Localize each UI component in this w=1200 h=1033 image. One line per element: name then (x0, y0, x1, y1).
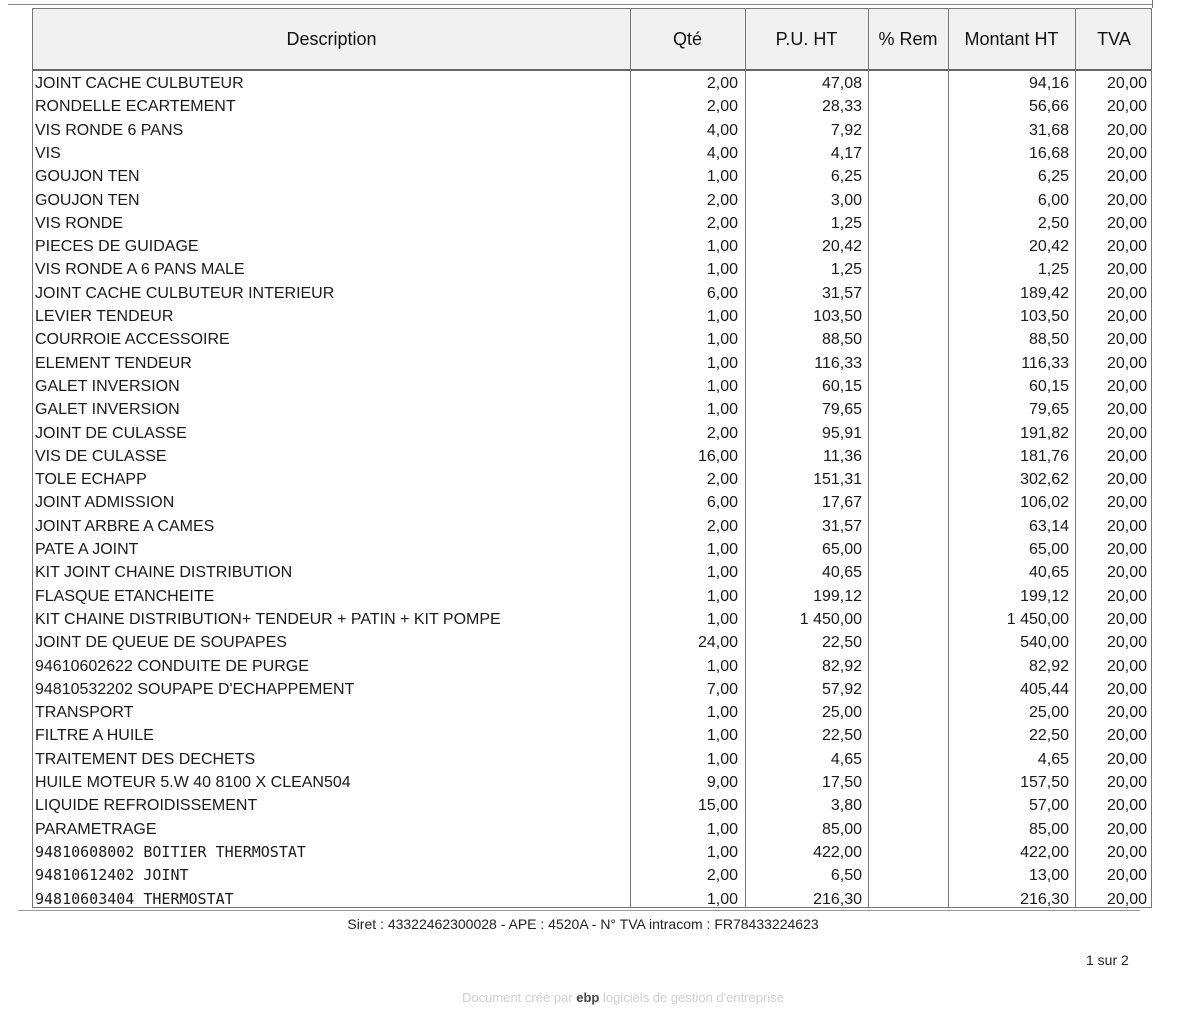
cell-qte: 1,00 (706, 727, 738, 745)
cell-qte: 1,00 (706, 238, 738, 256)
cell-rem (868, 538, 942, 561)
cell-qte: 1,00 (706, 890, 738, 908)
cell-montant: 191,82 (1020, 424, 1069, 442)
cell-rem (868, 72, 942, 95)
cell-rem (868, 328, 942, 351)
table-row (33, 585, 1151, 608)
table-row (33, 142, 1151, 165)
cell-pu: 17,50 (821, 774, 862, 791)
cell-rem (868, 445, 942, 468)
cell-pu: 6,50 (830, 867, 862, 885)
cell-desc: JOINT CACHE CULBUTEUR (35, 75, 244, 92)
invoice-lines-table (32, 8, 1152, 908)
cell-pu: 65,00 (821, 541, 862, 558)
cell-pu: 3,00 (830, 191, 862, 209)
cell-montant: 57,00 (1028, 797, 1069, 815)
cell-pu: 79,65 (821, 401, 862, 419)
table-row (33, 701, 1151, 724)
cell-montant: 302,62 (1020, 471, 1069, 489)
cell-qte: 1,00 (706, 308, 738, 325)
cell-pu: 4,65 (830, 750, 862, 768)
cell-tva: 20,00 (1106, 680, 1147, 698)
cell-qte: 1,00 (706, 401, 738, 419)
cell-montant: 31,68 (1028, 121, 1069, 139)
cell-tva: 20,00 (1106, 890, 1147, 908)
cell-desc: ELEMENT TENDEUR (35, 354, 192, 372)
cell-rem (868, 748, 942, 771)
cell-desc: VIS RONDE (35, 214, 124, 232)
cell-pu: 25,00 (821, 704, 862, 722)
cell-desc: JOINT CACHE CULBUTEUR INTERIEUR (35, 284, 335, 302)
cell-qte: 16,00 (697, 447, 738, 465)
cell-qte: 1,00 (706, 331, 738, 349)
cell-pu: 4,17 (830, 144, 862, 162)
cell-tva: 20,00 (1106, 261, 1147, 279)
cell-rem (868, 468, 942, 491)
cell-desc: VIS RONDE A 6 PANS MALE (35, 261, 245, 279)
cell-desc: GALET INVERSION (35, 377, 180, 395)
header-rem: % Rem (878, 28, 938, 49)
cell-tva: 20,00 (1106, 587, 1147, 605)
table-row (33, 491, 1151, 514)
cell-tva: 20,00 (1106, 354, 1147, 372)
table-row (33, 561, 1151, 584)
cell-desc: 94810603404 THERMOSTAT (35, 889, 234, 908)
cell-desc: LEVIER TENDEUR (35, 308, 174, 325)
cell-montant: 4,65 (1037, 750, 1069, 768)
cell-desc: GOUJON TEN (35, 191, 140, 209)
cell-montant: 65,00 (1028, 541, 1069, 558)
cell-qte: 1,00 (706, 610, 738, 628)
cell-desc: KIT CHAINE DISTRIBUTION+ TENDEUR + PATIN + KIT POMPE (35, 610, 501, 628)
cell-rem (868, 888, 942, 911)
cell-montant: 189,42 (1020, 284, 1069, 302)
cell-desc: GALET INVERSION (35, 401, 180, 419)
cell-montant: 85,00 (1028, 820, 1069, 838)
cell-tva: 20,00 (1106, 424, 1147, 442)
cell-rem (868, 818, 942, 841)
cell-desc: LIQUIDE REFROIDISSEMENT (35, 797, 258, 815)
cell-qte: 1,00 (706, 541, 738, 558)
cell-tva: 20,00 (1106, 541, 1147, 558)
table-row (33, 72, 1151, 95)
cell-montant: 103,50 (1020, 308, 1069, 325)
cell-rem (868, 352, 942, 375)
cell-tva: 20,00 (1106, 610, 1147, 628)
cell-rem (868, 422, 942, 445)
cell-rem (868, 165, 942, 188)
header-tva: TVA (1097, 28, 1131, 49)
cell-qte: 1,00 (706, 261, 738, 279)
cell-pu: 60,15 (821, 377, 862, 395)
cell-tva: 20,00 (1106, 98, 1147, 116)
cell-rem (868, 585, 942, 608)
table-row (33, 515, 1151, 538)
cell-qte: 2,00 (706, 471, 738, 489)
cell-qte: 2,00 (706, 98, 738, 116)
cell-desc: JOINT DE QUEUE DE SOUPAPES (35, 634, 287, 652)
cell-montant: 40,65 (1028, 564, 1069, 582)
cell-rem (868, 398, 942, 421)
cell-pu: 31,57 (821, 284, 862, 302)
cell-qte: 2,00 (706, 75, 738, 92)
cell-tva: 20,00 (1106, 867, 1147, 885)
table-row (33, 258, 1151, 281)
cell-desc: VIS RONDE 6 PANS (35, 121, 184, 139)
cell-desc: PIECES DE GUIDAGE (35, 238, 199, 256)
table-row (33, 189, 1151, 212)
cell-tva: 20,00 (1106, 331, 1147, 349)
cell-pu: 20,42 (821, 238, 862, 256)
cell-pu: 47,08 (821, 75, 862, 92)
cell-tva: 20,00 (1106, 820, 1147, 838)
cell-desc: JOINT ARBRE A CAMES (35, 517, 215, 535)
cell-desc: RONDELLE ECARTEMENT (35, 98, 236, 116)
cell-qte: 24,00 (697, 634, 738, 652)
cell-rem (868, 515, 942, 538)
table-row (33, 328, 1151, 351)
cell-pu: 1 450,00 (799, 610, 862, 628)
cell-tva: 20,00 (1106, 727, 1147, 745)
cell-rem (868, 282, 942, 305)
cell-tva: 20,00 (1106, 191, 1147, 209)
cell-montant: 20,42 (1028, 238, 1069, 256)
cell-tva: 20,00 (1106, 494, 1147, 512)
software-watermark (0, 990, 1200, 1005)
cell-rem (868, 771, 942, 794)
cell-desc: GOUJON TEN (35, 168, 140, 186)
page-top-tick (1152, 0, 1153, 8)
cell-qte: 6,00 (706, 284, 738, 302)
cell-montant: 6,25 (1037, 168, 1069, 186)
cell-tva: 20,00 (1106, 634, 1147, 652)
cell-pu: 103,50 (813, 308, 862, 325)
cell-pu: 40,65 (821, 564, 862, 582)
cell-pu: 82,92 (821, 657, 862, 675)
table-row (33, 608, 1151, 631)
cell-montant: 13,00 (1028, 867, 1069, 885)
cell-qte: 2,00 (706, 867, 738, 885)
cell-pu: 57,92 (821, 680, 862, 698)
company-legal-info: Siret : 43322462300028 - APE : 4520A - N° TVA intracom : FR78433224623 (347, 916, 819, 932)
table-row (33, 352, 1151, 375)
cell-pu: 22,50 (821, 727, 862, 745)
table-row (33, 888, 1151, 911)
cell-montant: 540,00 (1020, 634, 1069, 652)
table-row (33, 375, 1151, 398)
cell-qte: 2,00 (706, 214, 738, 232)
table-row (33, 678, 1151, 701)
cell-tva: 20,00 (1106, 447, 1147, 465)
cell-tva: 20,00 (1106, 657, 1147, 675)
cell-rem (868, 491, 942, 514)
table-row (33, 445, 1151, 468)
table-row (33, 468, 1151, 491)
page-number: 1 sur 2 (1086, 952, 1129, 968)
cell-qte: 9,00 (706, 774, 738, 791)
cell-montant: 94,16 (1028, 75, 1069, 92)
cell-desc: 94810532202 SOUPAPE D'ECHAPPEMENT (35, 680, 355, 698)
cell-qte: 1,00 (706, 750, 738, 768)
cell-montant: 181,76 (1020, 447, 1069, 465)
table-row (33, 422, 1151, 445)
cell-desc: TRAITEMENT DES DECHETS (35, 750, 256, 768)
cell-pu: 85,00 (821, 820, 862, 838)
cell-pu: 3,80 (830, 797, 862, 815)
header-pu-ht: P.U. HT (775, 28, 838, 49)
cell-montant: 60,15 (1028, 377, 1069, 395)
cell-qte: 15,00 (697, 797, 738, 815)
header-qte: Qté (672, 28, 702, 49)
cell-rem (868, 212, 942, 235)
cell-desc: TOLE ECHAPP (35, 471, 147, 489)
cell-tva: 20,00 (1106, 121, 1147, 139)
table-row (33, 235, 1151, 258)
header-description: Description (286, 28, 377, 49)
cell-rem (868, 235, 942, 258)
table-row (33, 771, 1151, 794)
cell-montant: 22,50 (1028, 727, 1069, 745)
cell-montant: 199,12 (1020, 587, 1069, 605)
cell-qte: 2,00 (706, 191, 738, 209)
cell-qte: 1,00 (706, 843, 738, 861)
cell-montant: 405,44 (1020, 680, 1069, 698)
cell-desc: PARAMETRAGE (35, 820, 157, 838)
cell-montant: 25,00 (1028, 704, 1069, 722)
cell-rem (868, 142, 942, 165)
table-row (33, 631, 1151, 654)
cell-qte: 1,00 (706, 657, 738, 675)
table-row (33, 398, 1151, 421)
cell-desc: COURROIE ACCESSOIRE (35, 331, 230, 349)
cell-desc: VIS (35, 144, 61, 162)
cell-montant: 106,02 (1020, 494, 1069, 512)
cell-qte: 2,00 (706, 517, 738, 535)
cell-qte: 1,00 (706, 354, 738, 372)
cell-desc: HUILE MOTEUR 5.W 40 8100 X CLEAN504 (35, 774, 351, 791)
cell-montant: 56,66 (1028, 98, 1069, 116)
cell-tva: 20,00 (1106, 774, 1147, 791)
cell-pu: 88,50 (821, 331, 862, 349)
cell-montant: 1,25 (1037, 261, 1069, 279)
cell-qte: 1,00 (706, 377, 738, 395)
cell-qte: 1,00 (706, 168, 738, 186)
ebp-logo: ebp (576, 990, 600, 1005)
cell-tva: 20,00 (1106, 214, 1147, 232)
cell-pu: 95,91 (821, 424, 862, 442)
cell-qte: 1,00 (706, 564, 738, 582)
cell-montant: 63,14 (1028, 517, 1069, 535)
table-row (33, 119, 1151, 142)
cell-qte: 1,00 (706, 587, 738, 605)
cell-pu: 7,92 (830, 121, 862, 139)
cell-montant: 422,00 (1020, 843, 1069, 861)
cell-rem (868, 375, 942, 398)
cell-montant: 2,50 (1037, 214, 1069, 232)
cell-montant: 88,50 (1028, 331, 1069, 349)
table-row (33, 864, 1151, 887)
cell-desc: 94810612402 JOINT (35, 866, 189, 885)
cell-tva: 20,00 (1106, 517, 1147, 535)
cell-rem (868, 631, 942, 654)
cell-pu: 31,57 (821, 517, 862, 535)
cell-desc: KIT JOINT CHAINE DISTRIBUTION (35, 564, 293, 582)
cell-desc: JOINT ADMISSION (35, 494, 175, 512)
cell-desc: FLASQUE ETANCHEITE (35, 587, 215, 605)
table-row (33, 305, 1151, 328)
table-row (33, 538, 1151, 561)
cell-desc: VIS DE CULASSE (35, 447, 167, 465)
cell-pu: 216,30 (813, 890, 862, 908)
table-row (33, 724, 1151, 747)
cell-tva: 20,00 (1106, 377, 1147, 395)
cell-pu: 116,33 (814, 354, 862, 372)
cell-rem (868, 608, 942, 631)
cell-tva: 20,00 (1106, 750, 1147, 768)
cell-rem (868, 794, 942, 817)
cell-pu: 6,25 (830, 168, 862, 186)
cell-desc: 94810608002 BOITIER THERMOSTAT (35, 842, 306, 861)
cell-tva: 20,00 (1106, 401, 1147, 419)
table-row (33, 212, 1151, 235)
cell-tva: 20,00 (1106, 75, 1147, 92)
cell-pu: 199,12 (813, 587, 862, 605)
cell-tva: 20,00 (1106, 704, 1147, 722)
cell-desc: FILTRE A HUILE (35, 727, 154, 745)
cell-pu: 1,25 (830, 261, 862, 279)
cell-rem (868, 864, 942, 887)
cell-montant: 16,68 (1028, 144, 1069, 162)
watermark-prefix: Document créé par (462, 990, 577, 1005)
table-header (33, 9, 1151, 71)
cell-tva: 20,00 (1106, 308, 1147, 325)
cell-rem (868, 701, 942, 724)
cell-rem (868, 305, 942, 328)
cell-rem (868, 655, 942, 678)
cell-montant: 216,30 (1020, 890, 1069, 908)
cell-montant: 116,33 (1021, 354, 1069, 372)
cell-tva: 20,00 (1106, 843, 1147, 861)
cell-desc: TRANSPORT (35, 704, 134, 722)
footer-divider (18, 910, 1140, 911)
cell-qte: 6,00 (706, 494, 738, 512)
cell-qte: 4,00 (706, 121, 738, 139)
table-row (33, 95, 1151, 118)
cell-pu: 1,25 (830, 214, 862, 232)
cell-montant: 82,92 (1028, 657, 1069, 675)
cell-pu: 151,31 (813, 471, 862, 489)
cell-rem (868, 258, 942, 281)
cell-pu: 17,67 (821, 494, 862, 512)
cell-tva: 20,00 (1106, 471, 1147, 489)
cell-tva: 20,00 (1106, 564, 1147, 582)
cell-montant: 1 450,00 (1006, 610, 1069, 628)
cell-tva: 20,00 (1106, 168, 1147, 186)
cell-rem (868, 561, 942, 584)
header-montant-ht: Montant HT (964, 28, 1059, 49)
cell-tva: 20,00 (1106, 238, 1147, 256)
cell-tva: 20,00 (1106, 284, 1147, 302)
cell-desc: PATE A JOINT (35, 541, 139, 558)
cell-montant: 6,00 (1037, 191, 1069, 209)
cell-rem (868, 678, 942, 701)
table-row (33, 818, 1151, 841)
cell-montant: 79,65 (1028, 401, 1069, 419)
cell-qte: 1,00 (706, 820, 738, 838)
cell-pu: 28,33 (821, 98, 862, 116)
page-top-border (8, 0, 1153, 5)
cell-rem (868, 841, 942, 864)
cell-qte: 2,00 (706, 424, 738, 442)
cell-tva: 20,00 (1106, 797, 1147, 815)
cell-rem (868, 724, 942, 747)
table-row (33, 794, 1151, 817)
cell-rem (868, 119, 942, 142)
cell-desc: 94610602622 CONDUITE DE PURGE (35, 657, 309, 675)
cell-pu: 11,36 (823, 447, 862, 465)
cell-qte: 4,00 (706, 144, 738, 162)
cell-pu: 22,50 (821, 634, 862, 652)
table-row (33, 748, 1151, 771)
cell-qte: 1,00 (706, 704, 738, 722)
cell-montant: 157,50 (1020, 774, 1069, 791)
table-row (33, 655, 1151, 678)
cell-pu: 422,00 (813, 843, 862, 861)
cell-rem (868, 95, 942, 118)
cell-tva: 20,00 (1106, 144, 1147, 162)
table-row (33, 165, 1151, 188)
cell-desc: JOINT DE CULASSE (35, 424, 187, 442)
cell-qte: 7,00 (706, 680, 738, 698)
table-row (33, 841, 1151, 864)
table-row (33, 282, 1151, 305)
cell-rem (868, 189, 942, 212)
watermark-suffix: logiciels de gestion d'entreprise (599, 990, 784, 1005)
